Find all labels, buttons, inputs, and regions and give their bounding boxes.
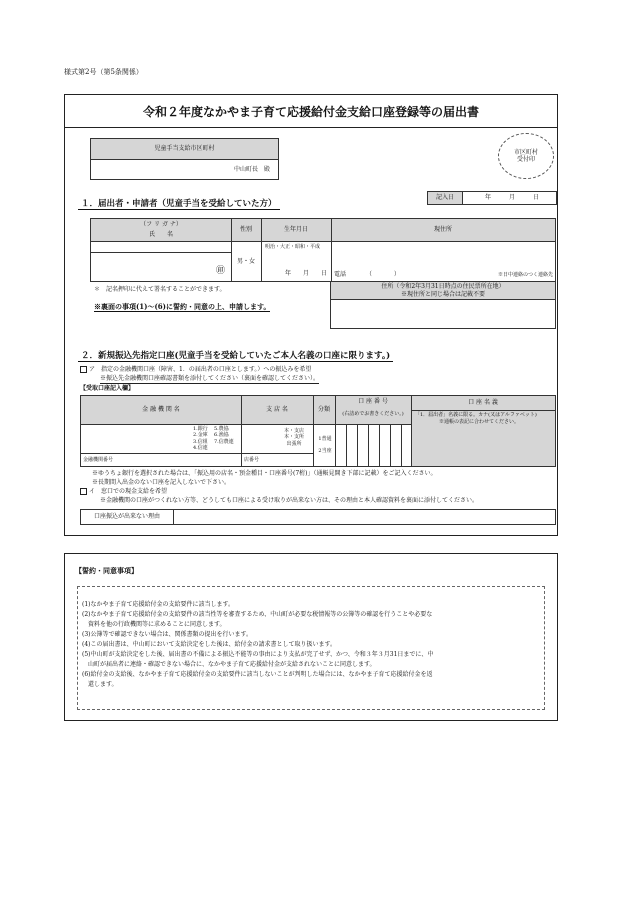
bank-type-options-1[interactable] (193, 426, 208, 451)
branch-type-shutchosho: 出張所 (286, 440, 302, 447)
pledge-item: (1)なかやま子育て応援給付金の支給要件に該当します。 (82, 601, 235, 608)
date-year: 年 (485, 194, 492, 202)
holder-note-2: ※通帳の表記に合わせてください。 (439, 419, 520, 425)
reason-label: 口座振込が出来ない理由 (81, 510, 174, 524)
furigana-input[interactable] (91, 242, 231, 252)
date-day: 日 (533, 194, 540, 202)
phone-paren-open: （ (365, 271, 372, 278)
form-title: 令和２年度なかやま子育て応援給付金支給口座登録等の届出書 (64, 95, 558, 128)
old-address-box (330, 281, 556, 329)
reason-box (80, 509, 556, 525)
account-type-futsu: 1普通 (318, 436, 332, 442)
option-b-checkbox[interactable] (80, 488, 87, 495)
bank-account-table (80, 395, 556, 467)
account-type-header: 分類 (317, 406, 330, 414)
bank-type-bank: 1.銀行 (193, 426, 208, 432)
address-label: 現住所 (433, 226, 452, 234)
pledge-item: (2)なかやま子育て応援給付金の支給要件の該当性等を審査するため、中山町が必要な税情報等の公簿等の確認を行うことや必要な (82, 611, 433, 618)
option-a-label: ア 指定の金融機関口座（障害、1．の届出者の口座とします。）への振込みを希望 (89, 366, 312, 373)
signature-note: ＊ 記名押印に代えて署名することができます。 (94, 286, 226, 293)
bank-name-input[interactable] (81, 425, 191, 453)
holder-note-1: 「1．届出者」名義に限る。カナ(又はアルファベット) (415, 412, 537, 418)
yucho-note: ※ゆうちょ銀行を選択された場合は、「振込用の店名・預金種目・口座番号(7桁)」（通帳見開き下部に記載）をご記入ください。 (92, 470, 437, 477)
bank-name-header: 金 融 機 関 名 (142, 406, 180, 414)
bank-type-kinko: 2.金庫 (193, 432, 208, 439)
pledge-item: (5)中山町が支給決定をした後、届出書の不備による振込不能等の事由により支払が完了せず、かつ、令和３年３月31日までに、中 (82, 651, 434, 658)
form-number: 様式第2号（第5条関係） (64, 68, 143, 76)
bank-type-shinnoren: 7.信農連 (214, 438, 234, 445)
old-address-label: 住所（令和2年3月31日時点の住民票所在地） (381, 283, 505, 290)
branch-name-header: 支 店 名 (266, 406, 288, 414)
office-label: 児童手当支給市区町村 (91, 139, 278, 160)
furigana-label: （フ リ ガ ナ） (140, 221, 182, 229)
option-b-note: ※金融機関の口座がつくれない方等、どうしても口座による受け取りが出来ない方は、その理由と本人確認資料を裏面に添付してください。 (100, 497, 479, 504)
dob-input[interactable] (263, 270, 329, 278)
name-label: 氏 名 (148, 231, 173, 239)
phone-input[interactable] (334, 271, 553, 279)
section2-heading: ２．新規振込先指定口座(児童手当を受給していたご本人名義の口座に限ります。) (78, 351, 393, 362)
phone-label: 電話 (334, 271, 347, 278)
pledge-item: 資料を他の行政機関等に求めることに同意します。 (82, 621, 226, 628)
old-address-note: ※現住所と同じ場合は記載不要 (400, 290, 485, 298)
pledge-list (77, 586, 545, 710)
dob-year: 年 (285, 270, 292, 277)
bank-type-nokyo: 5.農協 (214, 426, 229, 432)
pledge-box (64, 553, 558, 721)
old-address-header (331, 282, 555, 300)
address-input[interactable] (332, 242, 555, 268)
dob-label: 生年月日 (283, 226, 308, 234)
pledge-item: 山町が届出者に連絡・確認できない場合に、なかやま子育て応援給付金が支給されないことに同意します。 (82, 661, 376, 668)
section1-heading: １．届出者・申請者（児童手当を受給していた方） (78, 199, 280, 210)
name-input[interactable] (91, 253, 231, 281)
era-options[interactable]: 明治・大正・昭和・平成 (265, 244, 321, 250)
account-number-note: (右詰めでお書きください。) (342, 411, 404, 417)
date-month: 月 (509, 194, 516, 202)
reason-input[interactable] (174, 510, 555, 524)
option-a-checkbox[interactable] (80, 366, 87, 373)
receive-account-label: 【受取口座記入欄】 (80, 385, 135, 392)
dob-day: 日 (320, 270, 327, 277)
stamp-label-2: 受付印 (516, 156, 535, 163)
old-address-input[interactable] (331, 300, 555, 328)
branch-type-honshisho: 本・支所 (283, 434, 304, 441)
branch-type-honshiten: 本・支店 (283, 428, 304, 434)
bank-type-shinren: 4.信連 (193, 444, 208, 451)
bank-type-gyokyo: 6.漁協 (214, 432, 229, 439)
pledge-item: (6)給付金の支給後、なかやま子育て応援給付金の支給要件に該当しないことが判明した場合には、なかやま子育て応援給付金を返 (82, 671, 433, 678)
office-mayor: 中山町長 殿 (233, 166, 270, 173)
account-number-input[interactable] (336, 425, 411, 466)
dormant-account-note: ※長期間入出金のない口座を記入しないで下さい。 (92, 479, 231, 486)
date-label: 記入日 (428, 192, 463, 204)
option-b[interactable] (80, 488, 167, 496)
holder-name-header: 口 座 名 義 (468, 399, 498, 407)
dob-month: 月 (302, 270, 309, 277)
seal-mark: ㊞ (215, 266, 225, 276)
bank-type-shinkumi: 3.信組 (193, 438, 208, 445)
sex-label: 性別 (239, 226, 252, 234)
office-box (90, 138, 279, 180)
applicant-table (90, 218, 556, 282)
account-type-options[interactable] (315, 436, 335, 455)
pledge-item: 還します。 (82, 681, 118, 688)
option-a-note: ※振込先金融機関口座確認書類を添付してください（裏面を確認してください）。 (100, 375, 320, 382)
branch-type-options[interactable] (275, 428, 313, 447)
agreement-note: ※裏面の事項(1)～(6)に誓約・同意の上、申請します。 (94, 302, 271, 311)
bank-code-label: 金融機関番号 (83, 457, 114, 463)
account-number-header: 口 座 番 号 (358, 398, 388, 405)
bank-type-options-2[interactable] (214, 426, 234, 445)
pledge-heading: 【誓約・同意事項】 (75, 566, 138, 575)
reception-stamp (498, 133, 554, 179)
option-b-label: イ 窓口での現金支給を希望 (89, 488, 168, 495)
pledge-item: (4)この届出書は、中山町において支給決定をした後は、給付金の請求書として取り扱います。 (82, 641, 337, 648)
date-field[interactable] (427, 191, 557, 205)
account-type-toza: 2当座 (318, 448, 332, 455)
stamp-label-1: 市区町村 (513, 148, 538, 156)
option-a[interactable] (80, 366, 311, 374)
pledge-item: (3)公簿等で確認できない場合は、関係書類の提出を行います。 (82, 631, 253, 638)
branch-code-label: 店番号 (244, 457, 260, 463)
pledge-items (82, 600, 433, 690)
phone-note: ※日中連絡のつく連絡先 (497, 272, 553, 278)
sex-select[interactable]: 男・女 (236, 257, 255, 265)
phone-paren-close: ） (393, 271, 400, 278)
